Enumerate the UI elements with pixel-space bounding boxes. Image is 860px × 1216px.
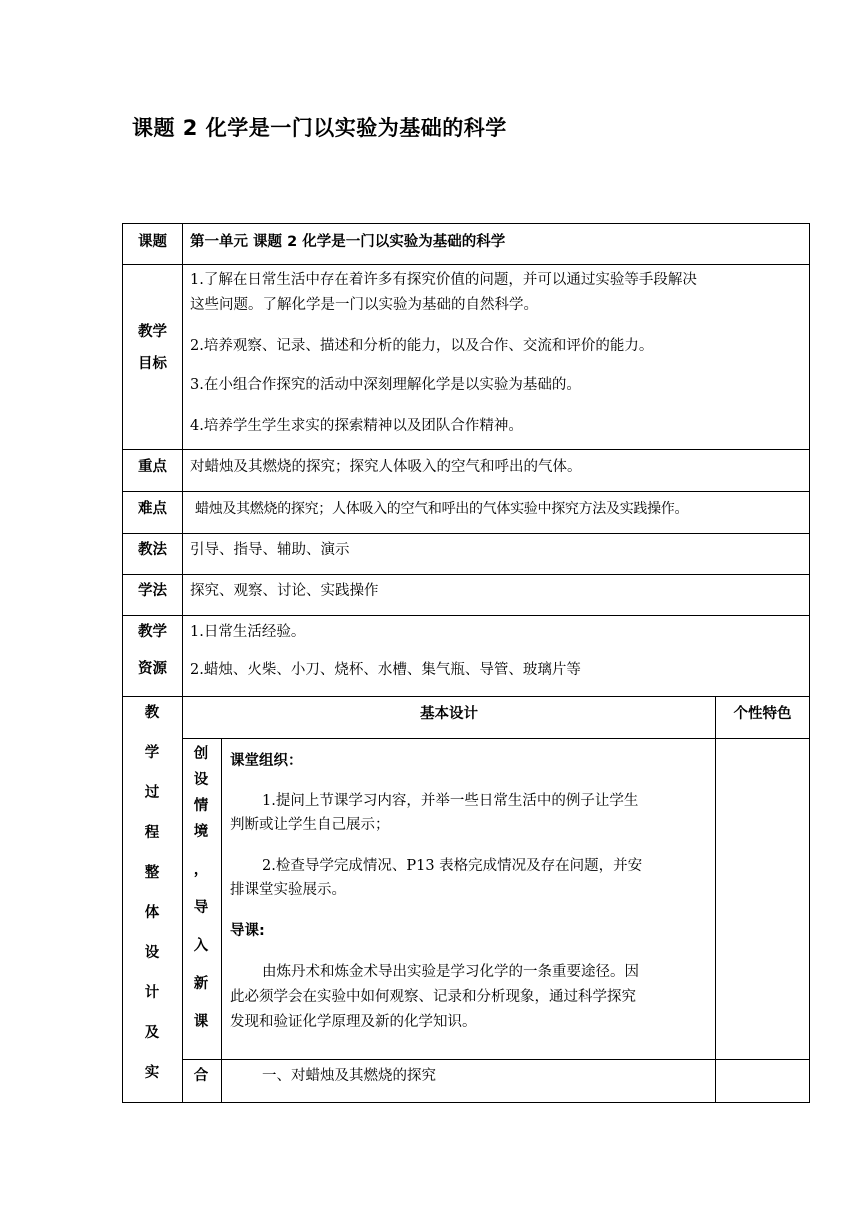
intro-line3: 发现和验证化学原理及新的化学知识。 [230,1014,477,1030]
row-divider [122,574,810,575]
row-divider [122,223,810,224]
row-divider [122,449,810,450]
row-divider [122,615,810,616]
key-points-label: 重点 [138,459,167,475]
row-divider [122,264,810,265]
feature-column-divider [715,696,716,1103]
basic-design-header: 基本设计 [420,706,478,722]
process-side-label: 教 学 过 程 整 体 设 计 及 实 [144,705,160,1081]
row-divider [122,533,810,534]
difficulties-value: 蜡烛及其燃烧的探究；人体吸入的空气和呼出的气体实验中探究方法及实践操作。 [195,501,689,517]
topic-value: 第一单元 课题 2 化学是一门以实验为基础的科学 [190,234,506,250]
resources-label: 教学 资源 [138,624,167,677]
document-title: 课题 2 化学是一门以实验为基础的科学 [132,116,507,140]
org-item-2-line2: 排课堂实验展示。 [230,882,346,898]
topic-label: 课题 [138,234,167,250]
next-stage-label: 合 [193,1068,209,1084]
difficulties-label: 难点 [138,501,167,517]
intro-title: 导课: [230,923,265,939]
org-item-1-line1: 1.提问上节课学习内容，并举一些日常生活中的例子让学生 [262,793,639,809]
org-item-2-line1: 2.检查导学完成情况、P13 表格完成情况及存在问题，并安 [262,858,643,874]
learning-method-label: 学法 [138,583,167,599]
classroom-org-title: 课堂组织： [230,753,303,769]
objectives-label: 教学 目标 [138,324,167,372]
objective-4: 4.培养学生学生求实的探索精神以及团队合作精神。 [190,418,523,434]
stage-label: 创 设 情 境 ， 导 入 新 课 [193,746,209,1030]
key-points-value: 对蜡烛及其燃烧的探究；探究人体吸入的空气和呼出的气体。 [190,459,582,475]
feature-header: 个性特色 [733,706,792,722]
resource-1: 1.日常生活经验。 [190,624,306,640]
row-divider [122,491,810,492]
section-1-title: 一、对蜡烛及其燃烧的探究 [262,1068,436,1084]
table-border-right [809,223,810,1103]
intro-line1: 由炼丹术和炼金术导出实验是学习化学的一条重要途径。因 [262,964,639,980]
objective-1-line2: 这些问题。了解化学是一门以实验为基础的自然科学。 [190,297,538,313]
objective-3: 3.在小组合作探究的活动中深刻理解化学是以实验为基础的。 [190,377,581,393]
org-item-1-line2: 判断或让学生自己展示； [230,817,390,833]
teaching-method-value: 引导、指导、辅助、演示 [190,542,350,558]
row-divider [122,696,810,697]
learning-method-value: 探究、观察、讨论、实践操作 [190,583,379,599]
objective-2: 2.培养观察、记录、描述和分析的能力，以及合作、交流和评价的能力。 [190,338,654,354]
objective-1-line1: 1.了解在日常生活中存在着许多有探究价值的问题，并可以通过实验等手段解决 [190,272,697,288]
table-border-bottom [122,1102,810,1103]
teaching-method-label: 教法 [138,542,167,558]
resource-2: 2.蜡烛、火柴、小刀、烧杯、水槽、集气瓶、导管、玻璃片等 [190,662,581,678]
intro-line2: 此必须学会在实验中如何观察、记录和分析现象，通过科学探究 [230,989,636,1005]
stage-column-divider [221,738,222,1103]
